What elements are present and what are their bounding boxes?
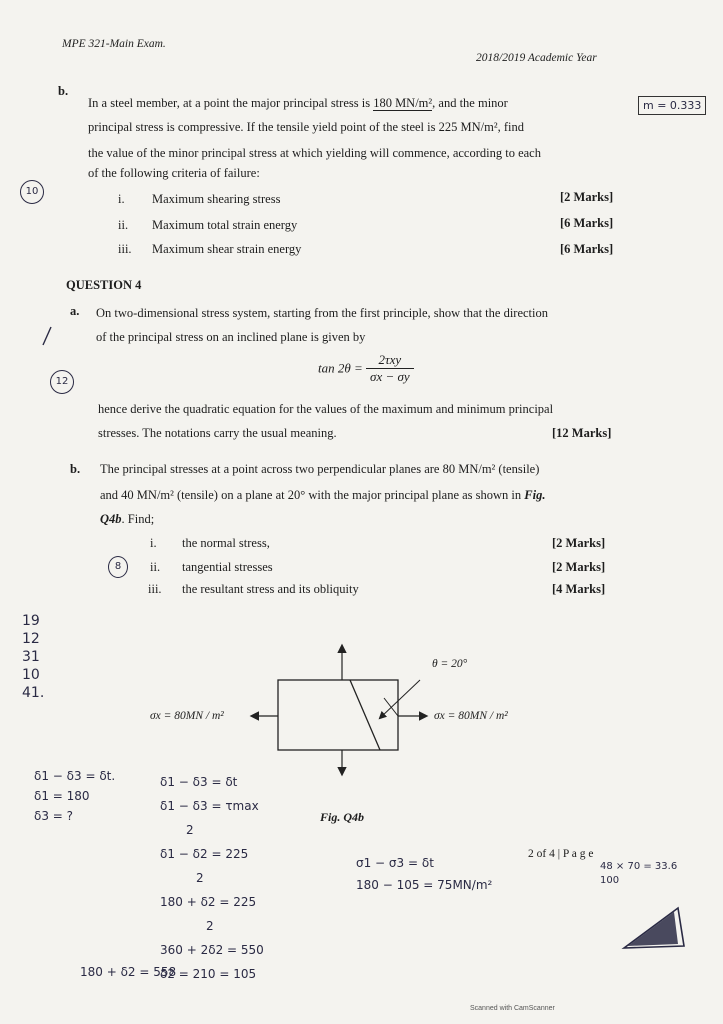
handwritten-score-12: 12	[50, 370, 74, 394]
q3b-major-stress: 180 MN/m²	[373, 96, 433, 110]
theta-pointer	[380, 680, 420, 718]
q3b-item-num: i.	[118, 192, 125, 206]
q4b-item-text: the normal stress,	[182, 536, 270, 550]
q4a-label: a.	[70, 304, 80, 318]
q4b-item-marks: [4 Marks]	[552, 582, 606, 596]
handwritten-m-box: m = 0.333	[638, 96, 706, 115]
q4b-item-text: the resultant stress and its obliquity	[182, 582, 359, 596]
q3b-line4: of the following criteria of failure:	[88, 166, 260, 180]
inclined-plane	[350, 680, 380, 750]
q4b-label: b.	[70, 462, 81, 476]
q3b-item-text: Maximum shear strain energy	[152, 242, 302, 256]
q4a-line1: On two-dimensional stress system, starting from the first principle, show that the direction	[96, 306, 549, 320]
check-mark	[40, 325, 54, 347]
sigma-right-label: σx = 80MN / m²	[434, 710, 508, 722]
q4b-line3: Q4b. Find;	[100, 512, 155, 526]
page-number: 2 of 4 | P a g e	[528, 848, 594, 860]
q4a-marks: [12 Marks]	[552, 426, 612, 440]
q3b-item-marks: [6 Marks]	[560, 242, 614, 256]
theta-label: θ = 20°	[432, 658, 468, 670]
q3b-item-marks: [6 Marks]	[560, 216, 614, 230]
handwritten-score-10: 10	[20, 180, 44, 204]
q4b-item-num: ii.	[150, 560, 161, 574]
q4a-line2: of the principal stress on an inclined plane is given by	[96, 330, 366, 344]
q3b-line3: the value of the minor principal stress at which yielding will commence, according to each	[88, 146, 541, 160]
q3b-item-text: Maximum shearing stress	[152, 192, 281, 206]
q4b-item-marks: [2 Marks]	[552, 560, 606, 574]
q4b-item-num: iii.	[148, 582, 162, 596]
handwritten-score-8: 8	[108, 556, 128, 578]
q3b-label: b.	[58, 84, 69, 98]
handwritten-calc-bottom: 180 + δ2 = 558	[80, 965, 177, 979]
handwritten-calc-right: 48 × 70 = 33.6 100	[600, 861, 678, 886]
scanner-watermark: Scanned with CamScanner	[470, 1005, 555, 1012]
q3b-item-num: iii.	[118, 242, 132, 256]
exam-title: MPE 321-Main Exam.	[62, 38, 166, 50]
figure-caption: Fig. Q4b	[320, 810, 365, 824]
element-rectangle	[278, 680, 398, 750]
academic-year: 2018/2019 Academic Year	[476, 52, 597, 64]
q4b-line1: The principal stresses at a point across two perpendicular planes are 80 MN/m² (tensile)	[100, 462, 540, 476]
handwritten-tally: 19 12 31 10 41.	[22, 613, 45, 701]
handwritten-calc-mid: δ1 − δ3 = δt δ1 − δ3 = τmax 2 δ1 − δ2 = 225 2 180 + δ2 = 225 2 360 + 2δ2 = 550 δ2 = 210 = 105	[160, 775, 264, 981]
q3b-line1: In a steel member, at a point the major principal stress is 180 MN/m², and the minor	[88, 96, 508, 110]
q4b-item-text: tangential stresses	[182, 560, 273, 574]
q4b-item-num: i.	[150, 536, 157, 550]
principal-equation: tan 2θ = $\frac{\text{2τxy}}{\sigma x - \sigma y}$	[318, 352, 414, 385]
q4a-line3: hence derive the quadratic equation for the values of the maximum and minimum principal	[98, 402, 554, 416]
sigma-left-label: σx = 80MN / m²	[150, 710, 224, 722]
q4b-line2: and 40 MN/m² (tensile) on a plane at 20° with the major principal plane as shown in Fig.	[100, 488, 546, 502]
q4a-line4: stresses. The notations carry the usual meaning.	[98, 426, 337, 440]
normal-line	[384, 698, 398, 716]
q4b-item-marks: [2 Marks]	[552, 536, 606, 550]
handwritten-calc-center: σ1 − σ3 = δt 180 − 105 = 75MN/m²	[356, 856, 493, 892]
q3b-item-text: Maximum total strain energy	[152, 218, 298, 232]
handwritten-triangle	[618, 900, 698, 960]
handwritten-calc-left: δ1 − δ3 = δt. δ1 = 180 δ3 = ?	[34, 769, 116, 823]
q3b-item-num: ii.	[118, 218, 129, 232]
q3b-line2: principal stress is compressive. If the tensile yield point of the steel is 225 MN/m², find	[88, 120, 524, 134]
question-4-title: QUESTION 4	[66, 278, 142, 292]
q3b-item-marks: [2 Marks]	[560, 190, 614, 204]
